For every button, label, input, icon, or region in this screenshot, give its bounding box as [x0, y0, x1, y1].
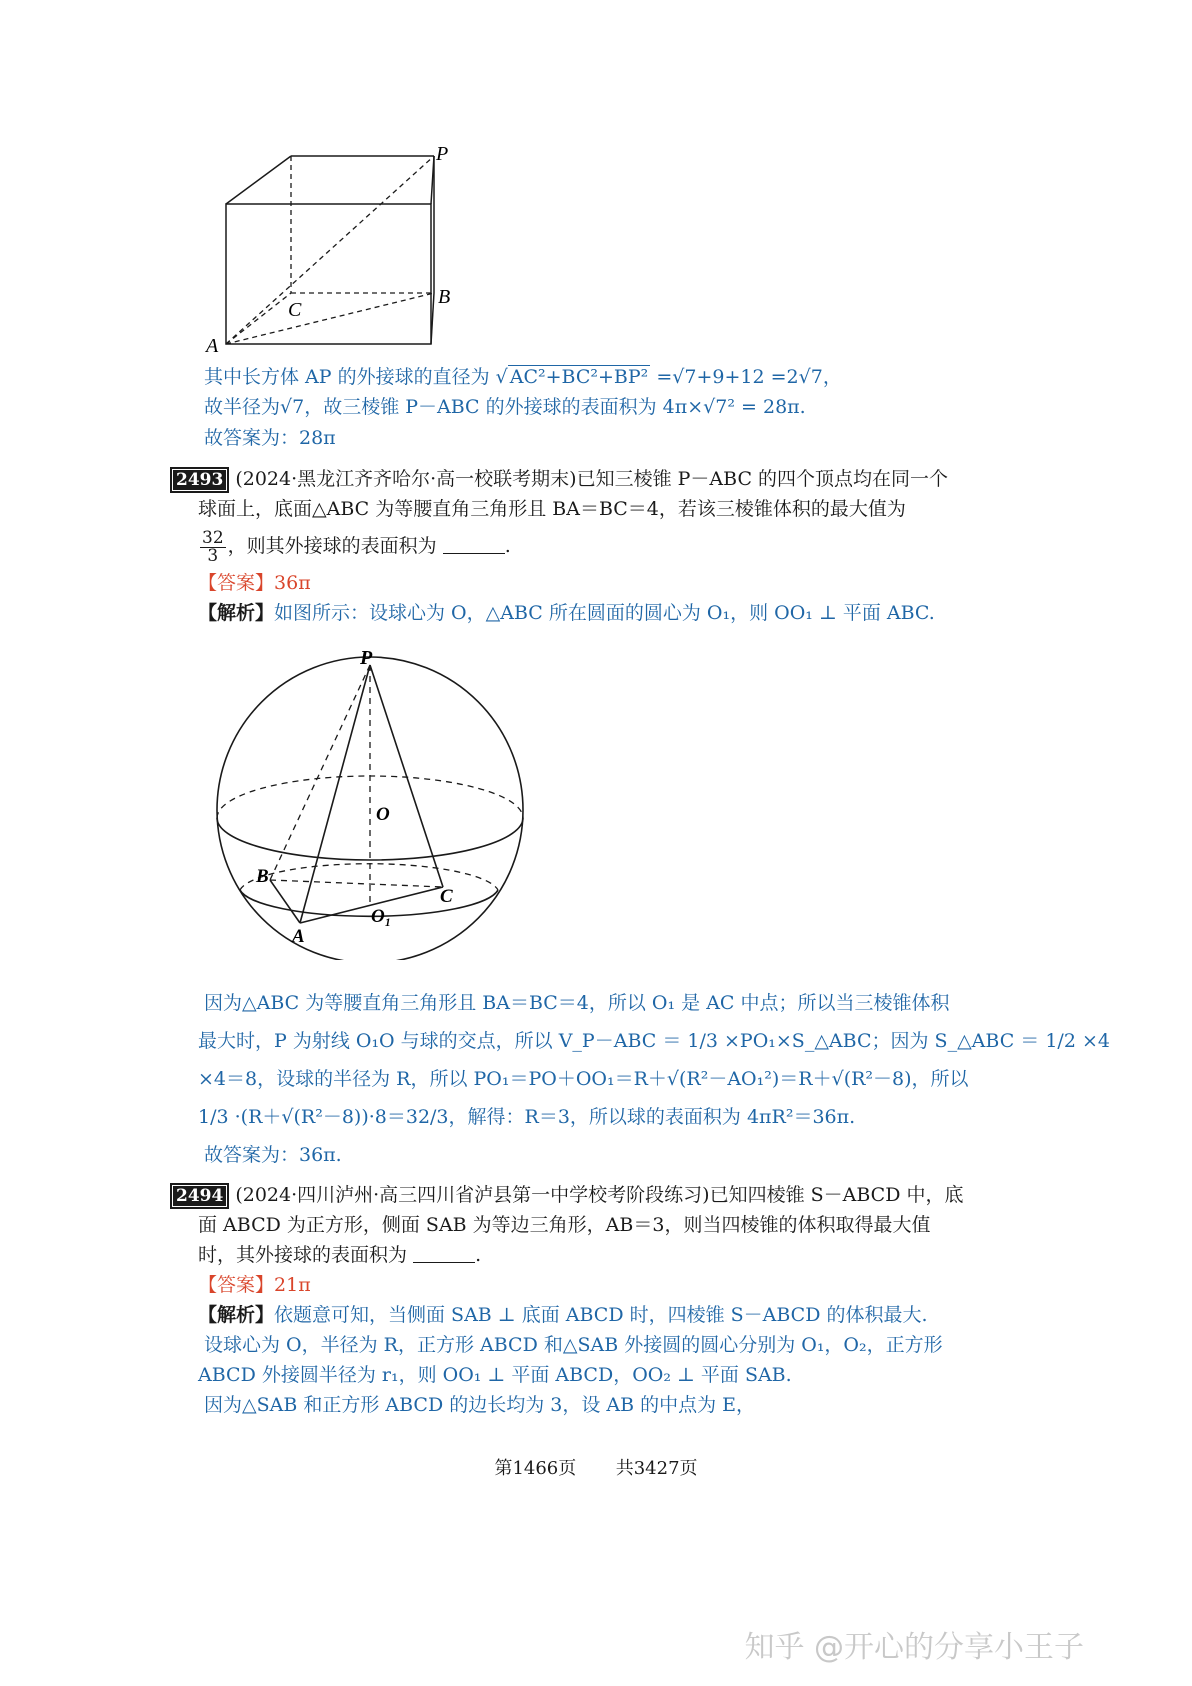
problem-2494-line-1: 2494 (2024·四川泸州·高三四川省泸县第一中学校考阶段练习)已知四棱锥 S－ABCD 中，底	[170, 1180, 964, 1210]
solution-2494-line-3: 因为△SAB 和正方形 ABCD 的边长均为 3，设 AB 的中点为 E，	[204, 1394, 756, 1416]
analysis-2493: 【解析】如图所示：设球心为 O，△ABC 所在圆面的圆心为 O₁，则 OO₁ ⊥ 平面 ABC.	[198, 602, 935, 624]
problem-2494-line-2: 面 ABCD 为正方形，侧面 SAB 为等边三角形，AB＝3，则当四棱锥的体积取得最大值	[198, 1214, 931, 1236]
label-C: C	[288, 299, 302, 321]
problem-2493-line-1: 2493 (2024·黑龙江齐齐哈尔·高一校联考期末)已知三棱锥 P－ABC 的四个顶点均在同一个	[170, 464, 948, 494]
label-A: A	[206, 335, 219, 357]
page-total: 共3427页	[615, 1458, 698, 1479]
solution-2493-line-4: 1/3 ·(R＋√(R²－8))·8＝32/3，解得：R＝3，所以球的表面积为 4πR²＝36π.	[198, 1106, 856, 1128]
solution-2494-line-1: 设球心为 O，半径为 R，正方形 ABCD 和△SAB 外接圆的圆心分别为 O₁，O₂，正方形	[204, 1334, 943, 1356]
problem-2493-line-2: 球面上，底面△ABC 为等腰直角三角形且 BA＝BC＝4，若该三棱锥体积的最大值为	[198, 498, 906, 520]
page-number: 第1466页	[494, 1458, 577, 1479]
answer-blank	[443, 535, 505, 554]
solution-2493-line-5: 故答案为：36π.	[204, 1144, 342, 1166]
label-O: O	[376, 804, 390, 825]
solution-line-3: 故答案为：28π	[204, 427, 336, 449]
label-O1: O₁	[371, 906, 392, 927]
label-A: A	[292, 926, 305, 947]
solution-2493-line-3: ×4＝8，设球的半径为 R，所以 PO₁＝PO＋OO₁＝R＋√(R²－AO₁²)＝R＋√(R²－8)，所以	[198, 1068, 969, 1090]
label-B: B	[256, 866, 269, 887]
solution-2493-line-1: 因为△ABC 为等腰直角三角形且 BA＝BC＝4，所以 O₁ 是 AC 中点；所以当三棱锥体积	[204, 992, 950, 1014]
answer-2493: 【答案】36π	[198, 572, 311, 594]
label-B: B	[438, 286, 451, 308]
problem-number-badge: 2493	[170, 467, 229, 493]
solution-2493-line-2: 最大时，P 为射线 O₁O 与球的交点，所以 V_P－ABC ＝ 1/3 ×PO₁×S_△ABC；因为 S_△ABC ＝ 1/2 ×4	[198, 1030, 1110, 1052]
watermark: 知乎 @开心的分享小王子	[744, 1630, 1084, 1665]
problem-number-badge: 2494	[170, 1183, 229, 1209]
solution-line-1: 其中长方体 AP 的外接球的直径为 √ AC²+BC²+BP² =√7+9+12 =2√7，	[204, 366, 842, 388]
cuboid-figure	[190, 140, 480, 360]
analysis-2494: 【解析】依题意可知，当侧面 SAB ⊥ 底面 ABCD 时，四棱锥 S－ABCD 的体积最大.	[198, 1304, 928, 1326]
label-P: P	[436, 143, 449, 165]
solution-2494-line-2: ABCD 外接圆半径为 r₁，则 OO₁ ⊥ 平面 ABCD，OO₂ ⊥ 平面 SAB.	[198, 1364, 792, 1386]
sphere-figure	[200, 640, 540, 960]
problem-2493-line-3: $\frac{32}{3}$ ，则其外接球的表面积为 .	[202, 527, 511, 566]
answer-blank	[413, 1244, 475, 1263]
solution-line-2: 故半径为√7，故三棱锥 P－ABC 的外接球的表面积为 4π×√7² = 28π.	[204, 396, 806, 418]
page-footer	[0, 1454, 1192, 1480]
label-P: P	[360, 647, 373, 669]
problem-2494-line-3: 时，其外接球的表面积为 .	[198, 1244, 482, 1266]
answer-2494: 【答案】21π	[198, 1274, 311, 1296]
label-C: C	[440, 886, 453, 907]
